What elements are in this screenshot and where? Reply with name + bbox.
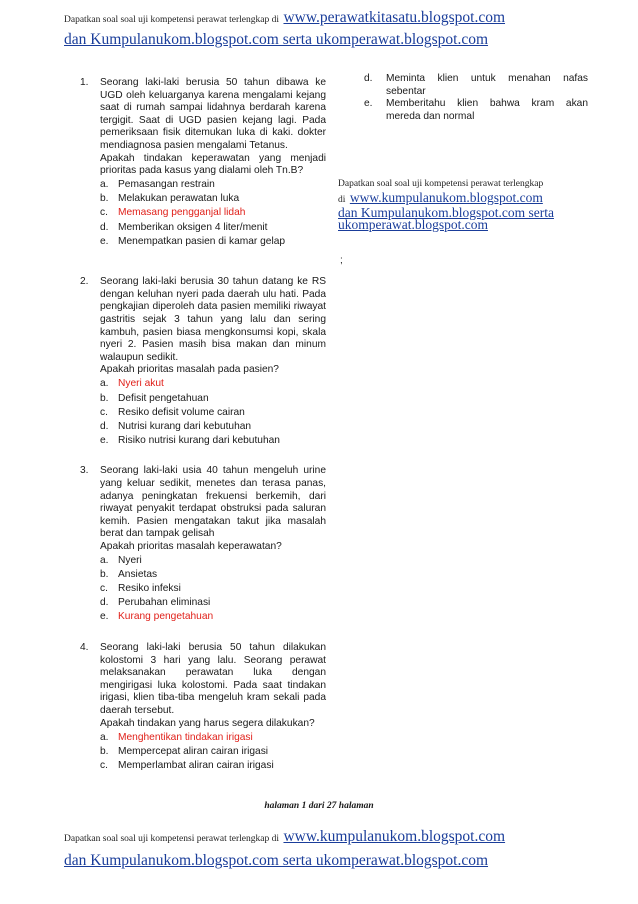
- page-footer: [64, 826, 584, 872]
- promo-block: [338, 178, 590, 231]
- question-ask: Apakah prioritas masalah pada pasien?: [100, 364, 279, 376]
- option-c: c. Resiko defisit volume cairan: [100, 406, 245, 418]
- question-text: Seorang laki-laki berusia 30 tahun datang ke RS dengan keluhan nyeri pada daerah ulu hati. Pada pengkajian diperoleh data pasien memiliki riwayat gastritis sejak 3 tahun yang lalu dan sering kambuh, pasien biasa mengkonsumsi kopi, skala nyeri 2. Pasien masih bisa makan dan minum walaupun sedikit.: [100, 276, 326, 363]
- header-prefix: Dapatkan soal soal uji kompetensi perawat terlengkap di: [64, 15, 280, 25]
- option-e: e. Menempatkan pasien di kamar gelap: [100, 235, 286, 247]
- option-c-answer: c. Memasang pengganjal lidah: [100, 207, 246, 219]
- option-a-answer: a. Menghentikan tindakan irigasi: [100, 731, 253, 743]
- right-column: [358, 73, 588, 123]
- question-number: 2.: [80, 276, 89, 288]
- option-a-answer: a. Nyeri akut: [100, 378, 164, 390]
- option-d-q4: d. Meminta klien untuk menahan nafas sebentar: [364, 73, 588, 97]
- option-a: a. Pemasangan restrain: [100, 179, 215, 191]
- footer-prefix: Dapatkan soal soal uji kompetensi perawat terlengkap di: [64, 834, 280, 844]
- option-d: d. Memberikan oksigen 4 liter/menit: [100, 221, 268, 233]
- option-b: b. Ansietas: [100, 569, 158, 581]
- question-2: [80, 276, 326, 447]
- promo-text: Dapatkan soal soal uji kompetensi perawat terlengkap: [338, 179, 544, 189]
- option-e: e. Risiko nutrisi kurang dari kebutuhan: [100, 434, 280, 446]
- promo-link-line3[interactable]: ukomperawat.blogspot.com: [338, 217, 488, 232]
- question-ask: Apakah tindakan keperawatan yang menjadi prioritas pada kasus yang dialami oleh Tn.B?: [100, 152, 326, 177]
- option-b: b. Defisit pengetahuan: [100, 392, 209, 404]
- page-number: halaman 1 dari 27 halaman: [264, 801, 374, 811]
- option-e-answer: e. Kurang pengetahuan: [100, 611, 214, 623]
- question-1: [80, 77, 326, 248]
- question-text: Seorang laki-laki usia 40 tahun mengeluh urine yang keluar sedikit, menetes dan terasa panas, adanya peningkatan frekuensi berkemih, dari riwayat penyakit terdapat obstruksi pada saluran kemih. Pasien mengatakan takut jika masalah berat dan tampak gelisah: [100, 465, 326, 540]
- question-number: 3.: [80, 465, 89, 477]
- question-ask: Apakah prioritas masalah keperawatan?: [100, 541, 282, 552]
- option-c: c. Resiko infeksi: [100, 583, 181, 595]
- question-text: Seorang laki-laki berusia 50 tahun dilakukan kolostomi 3 hari yang lalu. Seorang perawat melaksanakan perawatan luka dengan mengirigasi luka kolostomi. Pada saat tindakan irigasi, klien tiba-tiba mengeluh kram sekali pada daerah tersebut.: [100, 642, 326, 717]
- left-column: [80, 77, 326, 791]
- question-number: 1.: [80, 77, 89, 88]
- page-header: [64, 8, 584, 50]
- footer-link-line2[interactable]: dan Kumpulanukom.blogspot.com serta ukomperawat.blogspot.com: [64, 852, 489, 869]
- promo-link-line2[interactable]: dan Kumpulanukom.blogspot.com serta: [338, 205, 554, 220]
- option-a: a. Nyeri: [100, 555, 142, 567]
- option-d: d. Perubahan eliminasi: [100, 597, 211, 609]
- question-3: [80, 465, 326, 624]
- question-ask: Apakah tindakan yang harus segera dilakukan?: [100, 717, 315, 729]
- option-e-q4: e. Memberitahu klien bahwa kram akan mereda dan normal: [364, 98, 588, 122]
- option-b: b. Mempercepat aliran cairan irigasi: [100, 745, 269, 757]
- footer-link-kumpulanukom[interactable]: www.kumpulanukom.blogspot.com: [283, 828, 506, 845]
- promo-di: di: [338, 195, 346, 205]
- promo-link-kumpulanukom[interactable]: www.kumpulanukom.blogspot.com: [349, 190, 543, 205]
- header-link-line2[interactable]: dan Kumpulanukom.blogspot.com serta ukomperawat.blogspot.com: [64, 31, 489, 48]
- option-b: b. Melakukan perawatan luka: [100, 193, 240, 205]
- semicolon: ;: [340, 255, 343, 266]
- header-link-perawatkitasatu[interactable]: www.perawatkitasatu.blogspot.com: [283, 9, 506, 26]
- option-d: d. Nutrisi kurang dari kebutuhan: [100, 420, 252, 432]
- question-number: 4.: [80, 642, 89, 654]
- question-text: Seorang laki-laki berusia 50 tahun dibawa ke UGD oleh keluarganya karena mengalami kejang saat di rumah sampai lidahnya berdarah karena tergigit. Saat di UGD pasien kejang lagi. Pada pemeriksaan fisik ditemukan luka di kaki. dokter mendiagnosa pasien mengalami Tetanus.: [100, 77, 326, 151]
- question-4: [80, 642, 326, 772]
- option-c: c. Memperlambat aliran cairan irigasi: [100, 759, 274, 771]
